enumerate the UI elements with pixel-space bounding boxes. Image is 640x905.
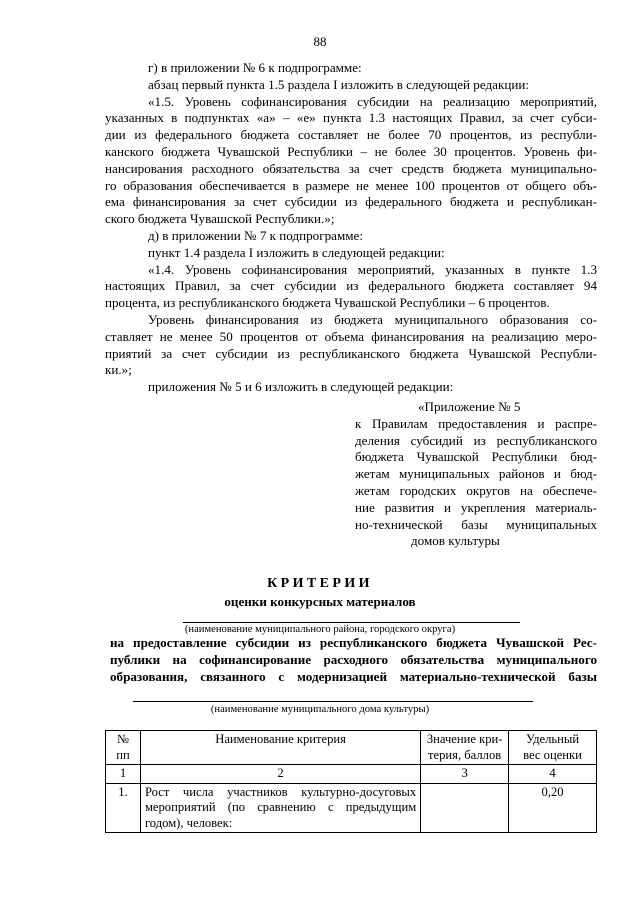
- body-line: пункт 1.4 раздела I изложить в следующей редакции:: [148, 244, 445, 260]
- appendix-line: жетам городских округов на обеспече-: [355, 482, 597, 498]
- purpose-line: образования, связанного с модернизацией материально-технической базы: [110, 669, 597, 684]
- row-weight: 0,20: [509, 783, 597, 833]
- header-weight-line: вес оценки: [523, 747, 582, 762]
- appendix-line: к Правилам предоставления и распре-: [355, 415, 597, 431]
- region-fill-line: [183, 622, 520, 623]
- appendix-line: но-технической базы муниципальных: [355, 516, 597, 532]
- purpose-line: на предоставление субсидии из республиканского бюджета Чувашской Рес-: [110, 635, 597, 650]
- appendix-heading: [355, 399, 597, 550]
- body-line: приложения № 5 и 6 изложить в следующей редакции:: [148, 379, 454, 395]
- body-line: ки.»;: [105, 362, 132, 378]
- row-value: [421, 783, 509, 833]
- appendix-line: жетам муниципальных районов и бюд-: [355, 466, 597, 482]
- body-line: ского бюджета Чувашской Республики.»;: [105, 211, 335, 227]
- purpose-line: публики на софинансирование расходного обязательства муниципального: [110, 652, 597, 667]
- appendix-title: «Приложение № 5: [418, 399, 521, 414]
- body-text: [105, 60, 597, 396]
- header-value-line: терия, баллов: [428, 747, 502, 762]
- house-fill-line: [133, 701, 533, 702]
- house-note: (наименование муниципального дома культуры): [210, 704, 430, 715]
- body-line: канского бюджета Чувашской Республики – не более 30 процентов. Уровень фи-: [105, 143, 597, 159]
- body-line: го образования обеспечивается в размере не менее 100 процентов от общего объ-: [105, 177, 597, 193]
- criterion-line: годом), человек:: [144, 815, 233, 830]
- body-line: указанных в подпунктах «а» – «е» пункта 1.3 настоящих Правил, за счет субси-: [105, 110, 597, 126]
- header-num-line: пп: [116, 747, 130, 762]
- row-criterion: [140, 783, 420, 833]
- body-line: д) в приложении № 7 к подпрограмме:: [148, 227, 363, 243]
- body-line: Уровень финансирования из бюджета муниципального образования со-: [148, 311, 597, 327]
- appendix-line: ние развития и укрепления материаль-: [355, 499, 597, 515]
- header-value-line: Значение кри-: [426, 732, 503, 746]
- column-number: 3: [421, 765, 509, 784]
- header-weight: [509, 731, 597, 765]
- body-line: г) в приложении № 6 к подпрограмме:: [148, 60, 362, 75]
- body-line: ема финансирования за счет субсидии из федерального бюджета и республикан-: [105, 194, 597, 210]
- column-number: 2: [140, 765, 420, 784]
- header-value: [421, 731, 509, 765]
- body-line: приятий за счет субсидии из республиканского бюджета Чувашской Республи-: [105, 345, 597, 361]
- column-number: 1: [106, 765, 141, 784]
- criterion-line: мероприятий (по сравнению с предыдущим: [144, 800, 417, 814]
- appendix-line: домов культуры: [411, 533, 500, 549]
- criteria-title: КРИТЕРИИ: [267, 576, 373, 591]
- criteria-purpose: [110, 634, 597, 685]
- body-line: ставляет не менее 50 процентов от объема финансирования на реализацию меро-: [105, 328, 597, 344]
- table-header-row: [106, 731, 597, 765]
- body-line: нансирования расходного обязательства за счет средств бюджета муниципально-: [105, 160, 597, 176]
- header-weight-line: Удельный: [525, 732, 580, 746]
- page-number: 88: [313, 34, 327, 49]
- criterion-line: Рост числа участников культурно-досуговых: [144, 784, 417, 799]
- body-line: процента, из республиканского бюджета Чувашской Республики – 6 процентов.: [105, 295, 550, 311]
- region-note: (наименование муниципального района, городского округа): [184, 624, 456, 635]
- appendix-line: деления субсидий из республиканского: [355, 432, 597, 448]
- body-line: дии из федерального бюджета составляет не более 70 процентов, из республи-: [105, 127, 597, 143]
- body-line: настоящих Правил, за счет субсидии из федерального бюджета составляет 94: [105, 278, 597, 294]
- header-name: Наименование критерия: [140, 731, 420, 765]
- body-line: «1.5. Уровень софинансирования субсидии на реализацию мероприятий,: [148, 93, 597, 109]
- body-line: абзац первый пункта 1.5 раздела I изложить в следующей редакции:: [148, 76, 529, 92]
- row-num: 1.: [106, 783, 141, 833]
- table-row: [106, 783, 597, 833]
- header-num: [106, 731, 141, 765]
- header-num-line: №: [116, 732, 129, 746]
- criteria-subtitle: оценки конкурсных материалов: [224, 594, 416, 609]
- column-number-row: [106, 765, 597, 784]
- criteria-table: [105, 730, 597, 833]
- body-line: «1.4. Уровень софинансирования мероприятий, указанных в пункте 1.3: [148, 261, 597, 277]
- column-number: 4: [509, 765, 597, 784]
- appendix-line: бюджета Чувашской Республики бюд-: [355, 449, 597, 465]
